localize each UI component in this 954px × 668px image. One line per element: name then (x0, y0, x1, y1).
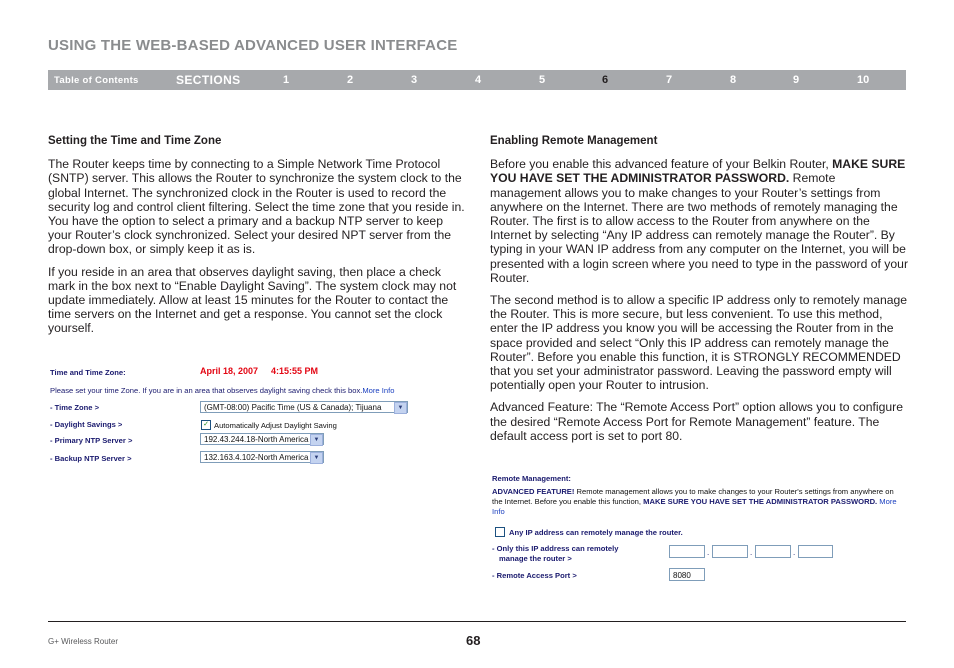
time-zone-screenshot (48, 366, 428, 476)
current-date: April 18, 2007 (200, 366, 259, 376)
ip-dot: . (793, 548, 796, 557)
time-zone-heading: Setting the Time and Time Zone (48, 135, 222, 147)
section-link-5[interactable]: 5 (539, 74, 546, 86)
remote-p1-body: Remote management allows you to make changes to your Router’s settings from anywhere on the Internet. There are two methods of remotely managing the Router. The first is to allow access to the Router from anywhere on the Internet by selecting “Any IP address can remotely manage the Router”. By typing in your WAN IP address from any computer on the Internet, you will be presented with a login screen where you need to type in the password of your Router. (490, 171, 909, 285)
chevron-down-icon[interactable]: ▼ (310, 452, 323, 464)
time-zone-select[interactable] (200, 401, 408, 413)
right-column (490, 134, 908, 451)
remote-management-heading: Enabling Remote Management (490, 135, 658, 147)
only-ip-label-line2: manage the router > (499, 554, 572, 563)
remote-paragraph-1 (490, 157, 908, 285)
ip-dot: . (750, 548, 753, 557)
remote-p1-intro: Before you enable this advanced feature of your Belkin Router, (490, 157, 829, 172)
remote-management-screenshot (490, 472, 906, 592)
time-zone-value: (GMT-08:00) Pacific Time (US & Canada); Tijuana (204, 403, 382, 412)
footer-divider (48, 621, 906, 622)
remote-shot-title: Remote Management: (492, 474, 571, 483)
remote-more-info-link[interactable]: More Info (492, 497, 897, 516)
daylight-savings-label: - Daylight Savings > (50, 420, 123, 429)
section-link-10[interactable]: 10 (857, 74, 870, 86)
backup-ntp-select[interactable] (200, 451, 324, 463)
remote-paragraph-2: The second method is to allow a specific IP address only to remotely manage the Router. This is more secure, but less convenient. To use this method, enter the IP address you know you will be accessing the Router from in the space provided and select “Only this IP address can remotely manage the Router”. Before you enable this function, it is STRONGLY RECOMMENDED that you set your administrator password. Leaving the password empty will potentially open your Router to intrusion. (490, 293, 908, 393)
primary-ntp-select[interactable] (200, 433, 324, 445)
table-of-contents-link[interactable]: Table of Contents (54, 75, 139, 86)
advanced-feature-warning: MAKE SURE YOU HAVE SET THE ADMINISTRATOR PASSWORD. (643, 497, 878, 506)
remote-paragraph-3: Advanced Feature: The “Remote Access Port” option allows you to configure the desired “Remote Access Port for Remote Management” feature. The default access port is set to port 80. (490, 400, 904, 443)
only-ip-label-line1: - Only this IP address can remotely (492, 544, 619, 553)
ip-octet-4-input[interactable] (798, 545, 833, 558)
section-link-6[interactable]: 6 (602, 74, 609, 86)
section-link-3[interactable]: 3 (411, 74, 418, 86)
advanced-feature-text: Remote management allows you to make changes to your Router's settings from anywhere on the Internet. Before you enable this function, (492, 487, 894, 506)
remote-access-port-input[interactable]: 8080 (669, 568, 705, 581)
section-link-2[interactable]: 2 (347, 74, 354, 86)
backup-ntp-label: - Backup NTP Server > (50, 454, 132, 463)
chevron-down-icon[interactable]: ▼ (310, 434, 323, 446)
primary-ntp-label: - Primary NTP Server > (50, 436, 133, 445)
section-link-4[interactable]: 4 (475, 74, 482, 86)
daylight-saving-checkbox[interactable]: ✓ (201, 420, 211, 430)
time-zone-intro-text: Please set your time Zone. If you are in an area that observes daylight saving check this box. (50, 386, 363, 395)
page-number: 68 (466, 633, 481, 648)
time-zone-paragraph-2: If you reside in an area that observes daylight saving, then place a check mark in the box next to “Enable Daylight Saving”. The system clock may not update immediately. Allow at least 15 minutes for the Router to contact the time servers on the Internet and get a response. You cannot set the clock yourself. (48, 264, 457, 336)
primary-ntp-value: 192.43.244.18-North America (204, 435, 309, 444)
sections-label: SECTIONS (176, 73, 241, 87)
time-zone-shot-title: Time and Time Zone: (50, 368, 126, 377)
footer-product-name: G+ Wireless Router (48, 637, 119, 646)
ip-octet-1-input[interactable] (669, 545, 705, 558)
advanced-feature-label: ADVANCED FEATURE! (492, 487, 575, 496)
ip-octet-2-input[interactable] (712, 545, 748, 558)
time-zone-more-info-link[interactable]: More Info (362, 386, 395, 395)
time-zone-paragraph-1: The Router keeps time by connecting to a Simple Network Time Protocol (SNTP) server. This allows the Router to synchronize the system clock to the global Internet. The synchronized clock in the Router is used to record the security log and control client filtering. Select the time zone that you reside in. You have the option to select a primary and a backup NTP server to keep your Router’s clock synchronized. Select your desired NPT server from the drop-down box, or simply keep it as is. (48, 157, 465, 257)
remote-p1-warning: MAKE SURE YOU HAVE SET THE ADMINISTRATOR PASSWORD. (490, 157, 906, 186)
page-header-title: USING THE WEB-BASED ADVANCED USER INTERFACE (48, 37, 458, 54)
ip-octet-3-input[interactable] (755, 545, 791, 558)
section-link-1[interactable]: 1 (283, 74, 290, 86)
backup-ntp-value: 132.163.4.102-North America (204, 453, 309, 462)
daylight-saving-label: Automatically Adjust Daylight Saving (214, 421, 337, 430)
any-ip-label: Any IP address can remotely manage the router. (509, 528, 683, 537)
left-column (48, 134, 468, 344)
section-nav-bar (48, 70, 906, 90)
section-link-9[interactable]: 9 (793, 74, 800, 86)
chevron-down-icon[interactable]: ▼ (394, 402, 407, 414)
any-ip-checkbox[interactable] (495, 527, 505, 537)
ip-dot: . (707, 548, 710, 557)
section-link-7[interactable]: 7 (666, 74, 673, 86)
time-zone-label: - Time Zone > (50, 403, 100, 412)
remote-access-port-label: - Remote Access Port > (492, 571, 577, 580)
current-time: 4:15:55 PM (271, 366, 319, 376)
section-link-8[interactable]: 8 (730, 74, 737, 86)
